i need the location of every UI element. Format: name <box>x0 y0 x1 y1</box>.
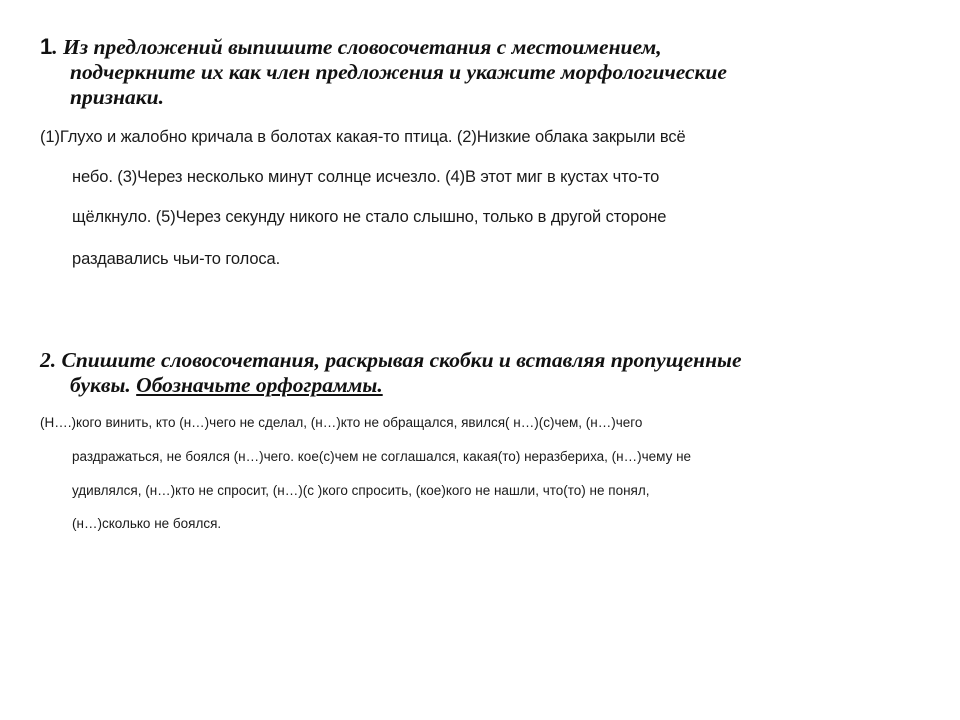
task1-number: 1 <box>40 34 53 59</box>
task2-heading-line2 <box>40 373 920 398</box>
task2-heading-underlined-text: Обозначьте орфограммы. <box>136 373 383 397</box>
task1-text-line: (1)Глухо и жалобно кричала в болотах какая-то птица. (2)Низкие облака закрыли всё <box>40 128 686 146</box>
task1-heading-line3: признаки. <box>70 85 164 109</box>
task2-text-line: (н…)сколько не боялся. <box>72 516 222 531</box>
task2-text-line: удивлялся, (н…)кто не спросит, (н…)(с )кого спросить, (кое)кого не нашли, что(то) не понял, <box>72 483 650 498</box>
task1-heading-line1 <box>40 34 920 60</box>
task1-heading-line1-text: . Из предложений выпишите словосочетания с местоимением, <box>52 35 662 59</box>
task2-text-line: раздражаться, не боялся (н…)чего. кое(с)чем не соглашался, какая(то) неразбериха, (н…)чему не <box>72 449 692 464</box>
task1-text-line: щёлкнуло. (5)Через секунду никого не стало слышно, только в другой стороне <box>72 208 667 226</box>
task2-heading-line1: 2. Спишите словосочетания, раскрывая скобки и вставляя пропущенные <box>40 348 742 372</box>
task1-heading <box>40 34 920 110</box>
task1-text-line: небо. (3)Через несколько минут солнце исчезло. (4)В этот миг в кустах что-то <box>72 168 660 186</box>
task1-heading-line2: подчеркните их как член предложения и укажите морфологические <box>70 60 727 84</box>
task2-heading-line2-text: буквы. <box>70 373 137 397</box>
task2-heading <box>40 348 920 398</box>
task2-text-line: (Н….)кого винить, кто (н…)чего не сделал, (н…)кто не обращался, явился( н…)(с)чем, (н…)чего <box>40 415 643 430</box>
task1-text-line: раздавались чьи-то голоса. <box>72 250 281 268</box>
